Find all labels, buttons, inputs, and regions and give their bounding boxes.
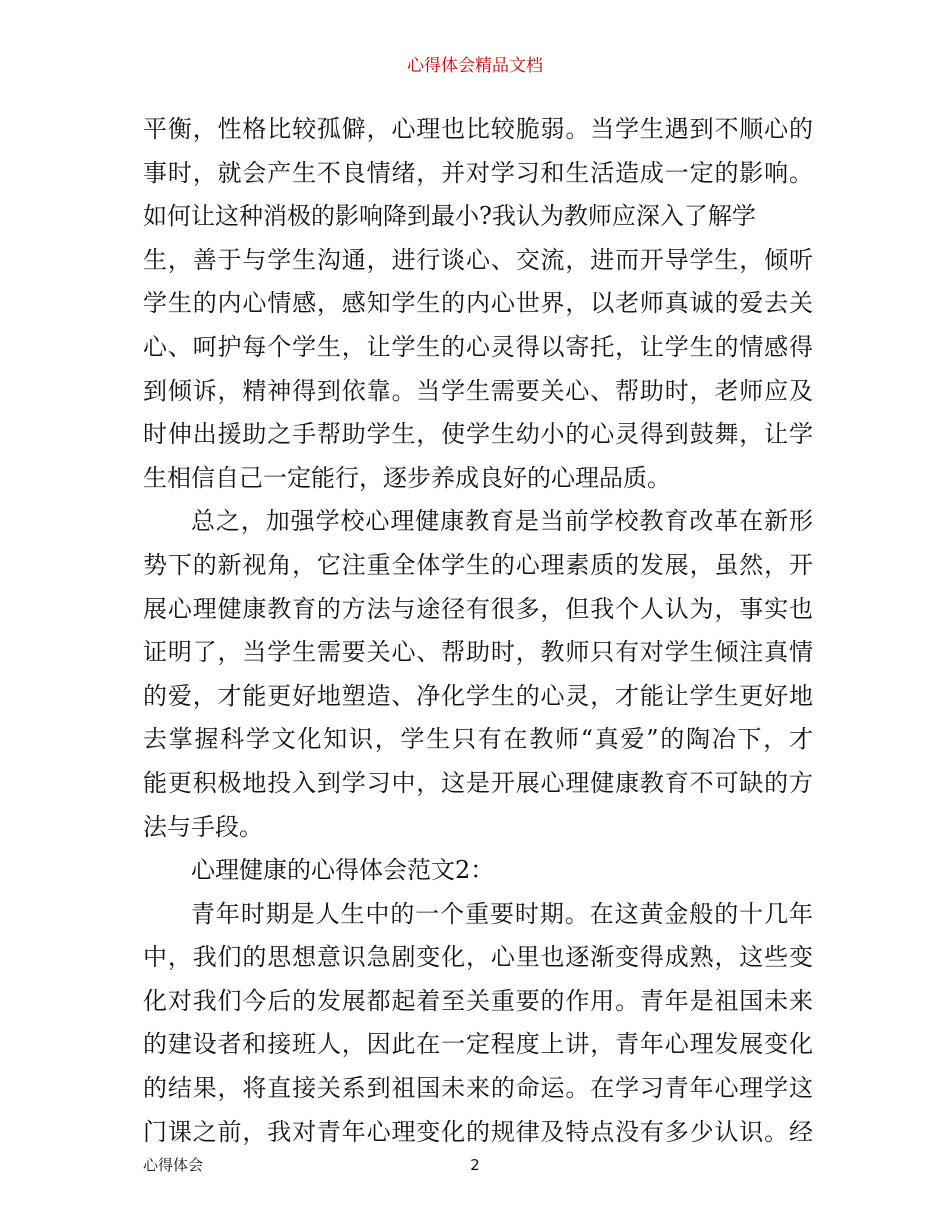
footer-label: 心得体会 bbox=[143, 1156, 204, 1174]
body-line: 如何让这种消极的影响降到最小?我认为教师应深入了解学 bbox=[143, 202, 756, 231]
body-line: 平衡，性格比较孤僻，心理也比较脆弱。当学生遇到不顺心的 bbox=[143, 115, 813, 143]
body-line: 去掌握科学文化知识，学生只有在教师“真爱”的陶冶下，才 bbox=[143, 725, 813, 754]
body-line: 展心理健康教育的方法与途径有很多，但我个人认为，事实也 bbox=[143, 594, 813, 623]
page-header-title: 心得体会精品文档 bbox=[407, 56, 543, 76]
body-line: 时伸出援助之手帮助学生，使学生幼小的心灵得到鼓舞，让学 bbox=[143, 420, 813, 449]
body-line: 的爱，才能更好地塑造、净化学生的心灵，才能让学生更好地 bbox=[143, 681, 813, 710]
section-heading: 心理健康的心得体会范文2： bbox=[191, 856, 495, 885]
body-line: 门课之前，我对青年心理变化的规律及特点没有多少认识。经 bbox=[143, 1117, 813, 1146]
paragraph-start-line: 总之，加强学校心理健康教育是当前学校教育改革在新形 bbox=[191, 507, 813, 536]
body-line: 证明了，当学生需要关心、帮助时，教师只有对学生倾注真情 bbox=[143, 638, 813, 667]
body-line: 的结果，将直接关系到祖国未来的命运。在学习青年心理学这 bbox=[143, 1074, 813, 1103]
body-line: 势下的新视角，它注重全体学生的心理素质的发展，虽然，开 bbox=[143, 550, 813, 579]
body-line: 生相信自己一定能行，逐步养成良好的心理品质。 bbox=[143, 463, 671, 492]
body-line: 的建设者和接班人，因此在一定程度上讲，青年心理发展变化 bbox=[143, 1030, 813, 1059]
body-line: 生，善于与学生沟通，进行谈心、交流，进而开导学生，倾听 bbox=[143, 245, 813, 274]
body-line: 法与手段。 bbox=[143, 812, 263, 841]
body-line: 心、呵护每个学生，让学生的心灵得以寄托，让学生的情感得 bbox=[143, 332, 813, 361]
body-line: 到倾诉，精神得到依靠。当学生需要关心、帮助时，老师应及 bbox=[143, 376, 813, 405]
document-body bbox=[143, 108, 813, 1154]
body-line: 学生的内心情感，感知学生的内心世界，以老师真诚的爱去关 bbox=[143, 289, 813, 318]
paragraph-start-line: 青年时期是人生中的一个重要时期。在这黄金般的十几年 bbox=[191, 899, 813, 928]
body-line: 能更积极地投入到学习中，这是开展心理健康教育不可缺的方 bbox=[143, 768, 813, 797]
body-line: 中，我们的思想意识急剧变化，心里也逐渐变得成熟，这些变 bbox=[143, 943, 813, 972]
body-line: 事时，就会产生不良情绪，并对学习和生活造成一定的影响。 bbox=[143, 158, 813, 187]
page-number: 2 bbox=[470, 1156, 480, 1174]
body-line: 化对我们今后的发展都起着至关重要的作用。青年是祖国未来 bbox=[143, 986, 813, 1015]
